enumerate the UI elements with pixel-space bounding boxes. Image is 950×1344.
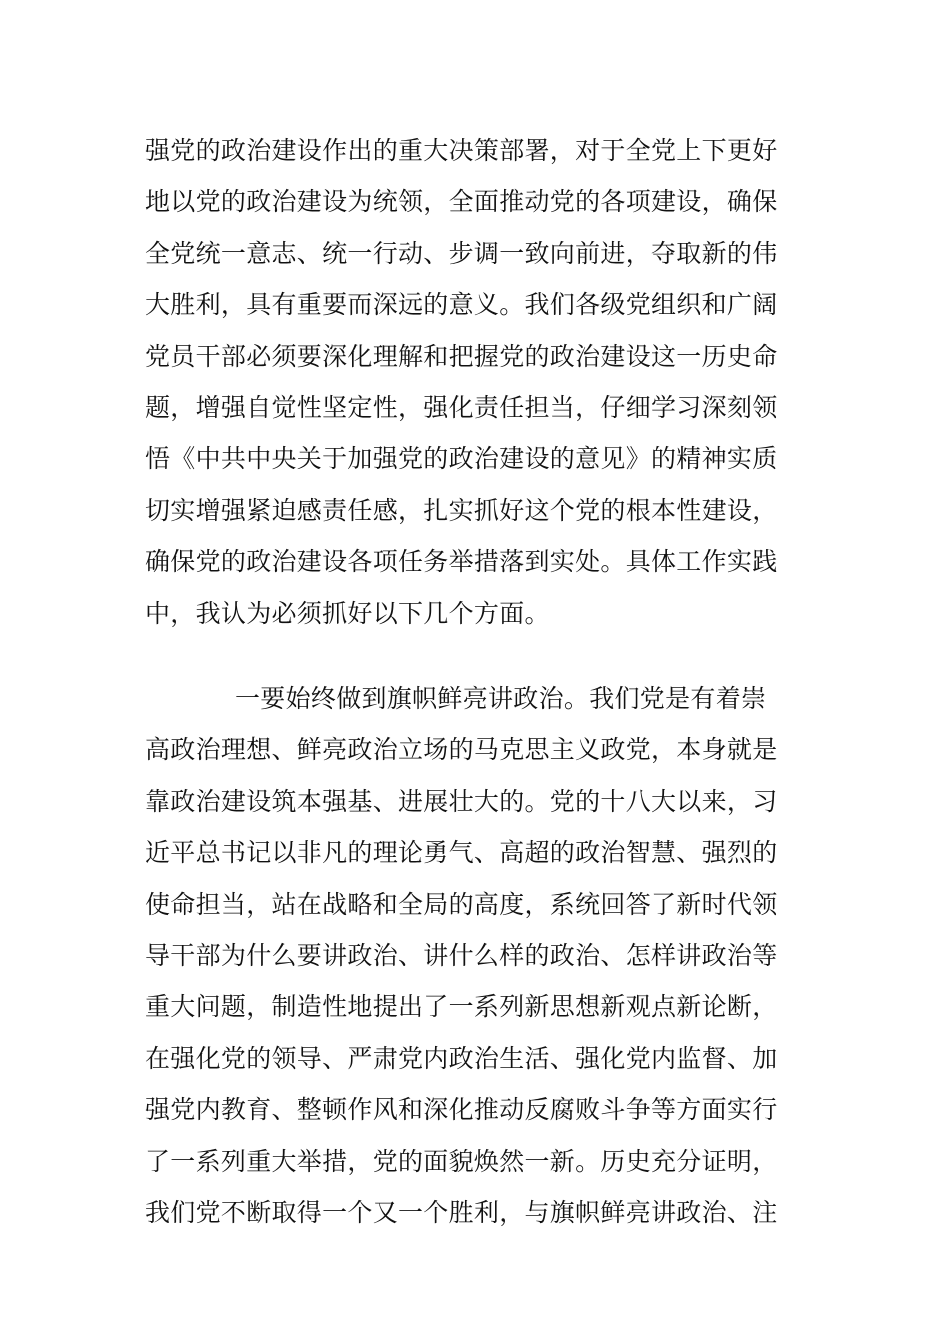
text-line: 强党的政治建设作出的重大决策部署，对于全党上下更好 bbox=[145, 136, 778, 165]
text-line: 强党内教育、整顿作风和深化推动反腐败斗争等方面实行 bbox=[145, 1095, 778, 1125]
text-line: 题，增强自觉性坚定性，强化责任担当，仔细学习深刻领 bbox=[145, 392, 778, 422]
text-line: 切实增强紧迫感责任感，扎实抓好这个党的根本性建设， bbox=[145, 495, 778, 525]
text-line: 导干部为什么要讲政治、讲什么样的政治、怎样讲政治等 bbox=[145, 940, 778, 970]
text-line: 近平总书记以非凡的理论勇气、高超的政治智慧、强烈的 bbox=[145, 838, 778, 868]
text-line: 悟《中共中央关于加强党的政治建设的意见》的精神实质 bbox=[145, 444, 778, 474]
text-line: 高政治理想、鲜亮政治立场的马克思主义政党，本身就是 bbox=[145, 735, 778, 765]
text-line: 确保党的政治建设各项任务举措落到实处。具体工作实践 bbox=[145, 547, 778, 577]
text-line: 地以党的政治建设为统领，全面推动党的各项建设，确保 bbox=[145, 187, 778, 217]
text-line-indented: 一要始终做到旗帜鲜亮讲政治。我们党是有着崇 bbox=[235, 684, 767, 713]
text-line: 大胜利，具有重要而深远的意义。我们各级党组织和广阔 bbox=[145, 290, 778, 320]
text-line: 我们党不断取得一个又一个胜利，与旗帜鲜亮讲政治、注 bbox=[145, 1197, 778, 1227]
text-line: 靠政治建设筑本强基、进展壮大的。党的十八大以来，习 bbox=[145, 786, 778, 816]
text-line: 在强化党的领导、严肃党内政治生活、强化党内监督、加 bbox=[145, 1043, 778, 1073]
text-line: 党员干部必须要深化理解和把握党的政治建设这一历史命 bbox=[145, 341, 778, 371]
paragraph-1 bbox=[145, 125, 778, 639]
paragraph-2 bbox=[145, 673, 778, 1238]
text-line: 使命担当，站在战略和全局的高度，系统回答了新时代领 bbox=[145, 889, 778, 919]
text-line: 重大问题，制造性地提出了一系列新思想新观点新论断， bbox=[145, 992, 778, 1022]
text-line: 了一系列重大举措，党的面貌焕然一新。历史充分证明， bbox=[145, 1146, 778, 1176]
text-line: 中，我认为必须抓好以下几个方面。 bbox=[145, 598, 550, 628]
text-line: 全党统一意志、统一行动、步调一致向前进，夺取新的伟 bbox=[145, 238, 778, 268]
